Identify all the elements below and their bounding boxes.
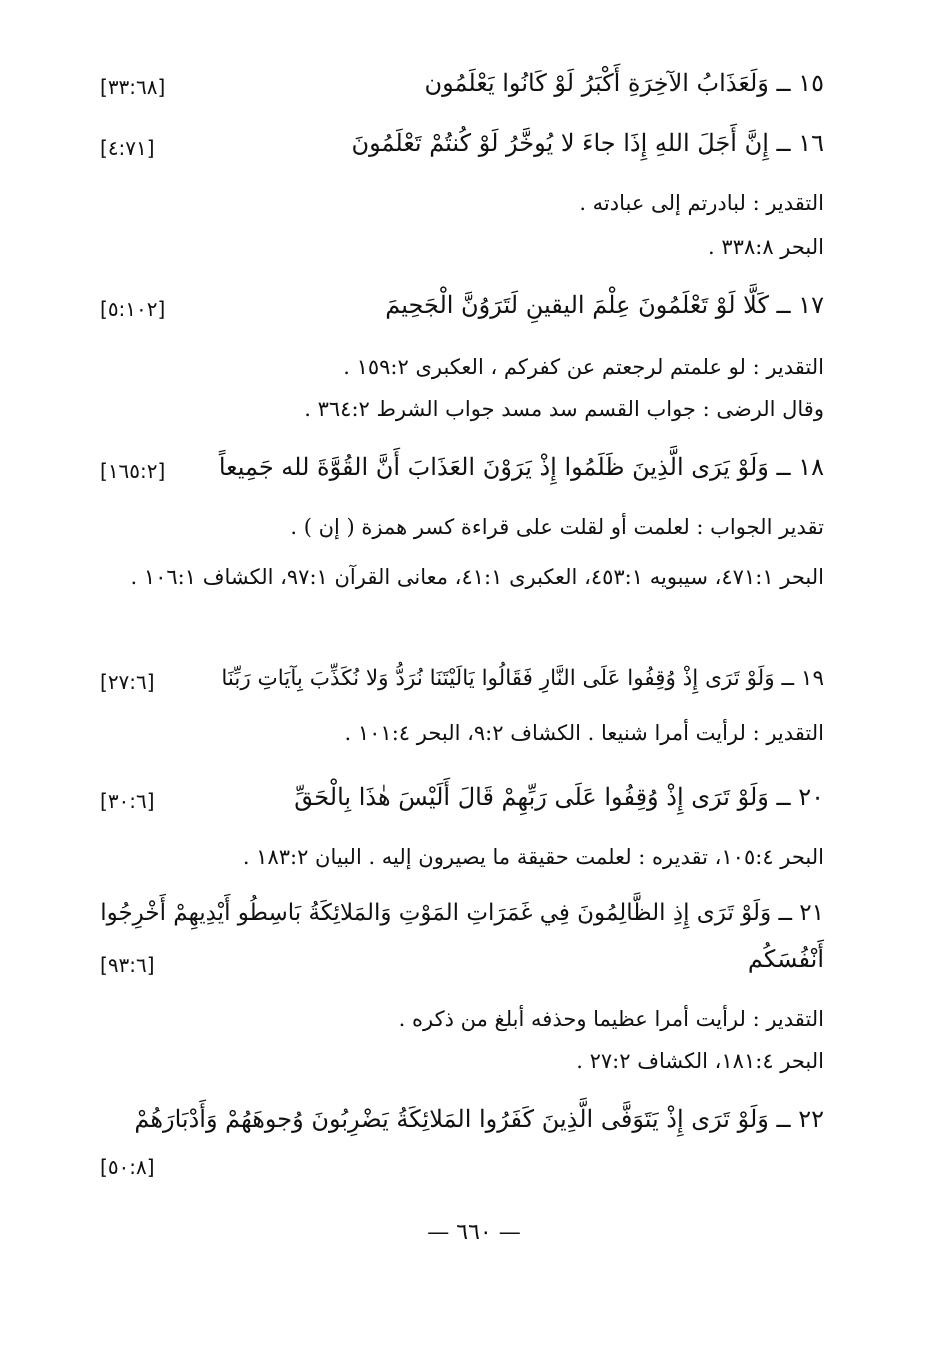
note-16-estimation: التقدير : لبادرتم إلى عبادته . [579,191,824,215]
verse-20: ٢٠ ــ وَلَوْ تَرَى إِذْ وُقِفُوا عَلَى رَبِّهِمْ قَالَ أَلَيْسَ هٰذَا بِالْحَقِّ [294,783,824,811]
note-19-estimation: التقدير : لرأيت أمرا شنيعا . الكشاف ٩:٢، البحر ١٠١:٤ . [344,721,824,745]
verse-15-reference: [٣٣:٦٨] [100,75,166,99]
note-18-sources: البحر ٤٧١:١، سيبويه ٤٥٣:١، العكبرى ٤١:١، معانى القرآن ٩٧:١، الكشاف ١٠٦:١ . [130,565,824,589]
verse-22: ٢٢ ــ وَلَوْ تَرَى إِذْ يَتَوَفَّى الَّذِينَ كَفَرُوا المَلائِكَةُ يَضْرِبُونَ وُجوهَهُمْ وَأَدْبَارَهُمْ [134,1105,824,1133]
verse-17-reference: [٥:١٠٢] [100,297,166,321]
note-21-estimation: التقدير : لرأيت أمرا عظيما وحذفه أبلغ من ذكره . [398,1007,824,1031]
note-17-radi: وقال الرضى : جواب القسم سد مسد جواب الشرط ٣٦٤:٢ . [304,397,824,421]
verse-19: ١٩ ــ وَلَوْ تَرَى إِذْ وُقِفُوا عَلَى النَّارِ فَقَالُوا يَالَيْتَنَا نُرَدُّ وَلا نُكَذِّبَ بِآيَاتِ رَبِّنَا [221,666,824,691]
note-17-estimation: التقدير : لو علمتم لرجعتم عن كفركم ، العكبرى ١٥٩:٢ . [343,355,824,379]
verse-21: ٢١ ــ وَلَوْ تَرَى إِذِ الظَّالِمُونَ فِي غَمَرَاتِ المَوْتِ وَالمَلائِكَةُ بَاسِطُو أَيْدِيهِمْ أَخْرِجُوا [100,900,824,926]
note-18-estimation: تقدير الجواب : لعلمت أو لقلت على قراءة كسر همزة ( إن ) . [290,515,824,539]
verse-21-reference: [٩٣:٦] [100,953,155,977]
note-21-sources: البحر ١٨١:٤، الكشاف ٢٧:٢ . [576,1049,824,1073]
verse-16-reference: [٤:٧١] [100,136,155,160]
note-16-source: البحر ٣٣٨:٨ . [708,235,824,259]
verse-16: ١٦ ــ إِنَّ أَجَلَ اللهِ إِذَا جاءَ لا يُوخَّرُ لَوْ كُنتُمْ تَعْلَمُونَ [351,129,824,157]
verse-15: ١٥ ــ وَلَعَذَابُ الآخِرَةِ أَكْبَرُ لَوْ كَانُوا يَعْلَمُون [424,69,824,97]
verse-18-reference: [١٦٥:٢] [100,459,166,483]
note-20-sources: البحر ١٠٥:٤، تقديره : لعلمت حقيقة ما يصيرون إليه . البيان ١٨٣:٢ . [242,845,824,869]
verse-19-reference: [٢٧:٦] [100,670,155,694]
verse-18: ١٨ ــ وَلَوْ يَرَى الَّذِينَ ظَلَمُوا إِذْ يَرَوْنَ العَذَابَ أَنَّ القُوَّةَ لله جَمِيعاً [218,453,824,481]
verse-21-continuation: أَنْفُسَكُم [747,945,824,973]
page-number: — ٦٦٠ — [427,1220,521,1245]
verse-17: ١٧ ــ كَلَّا لَوْ تَعْلَمُونَ عِلْمَ اليقينِ لَتَرَوُنَّ الْجَحِيمَ [385,291,824,319]
verse-22-reference: [٥٠:٨] [100,1155,155,1179]
verse-20-reference: [٣٠:٦] [100,789,155,813]
